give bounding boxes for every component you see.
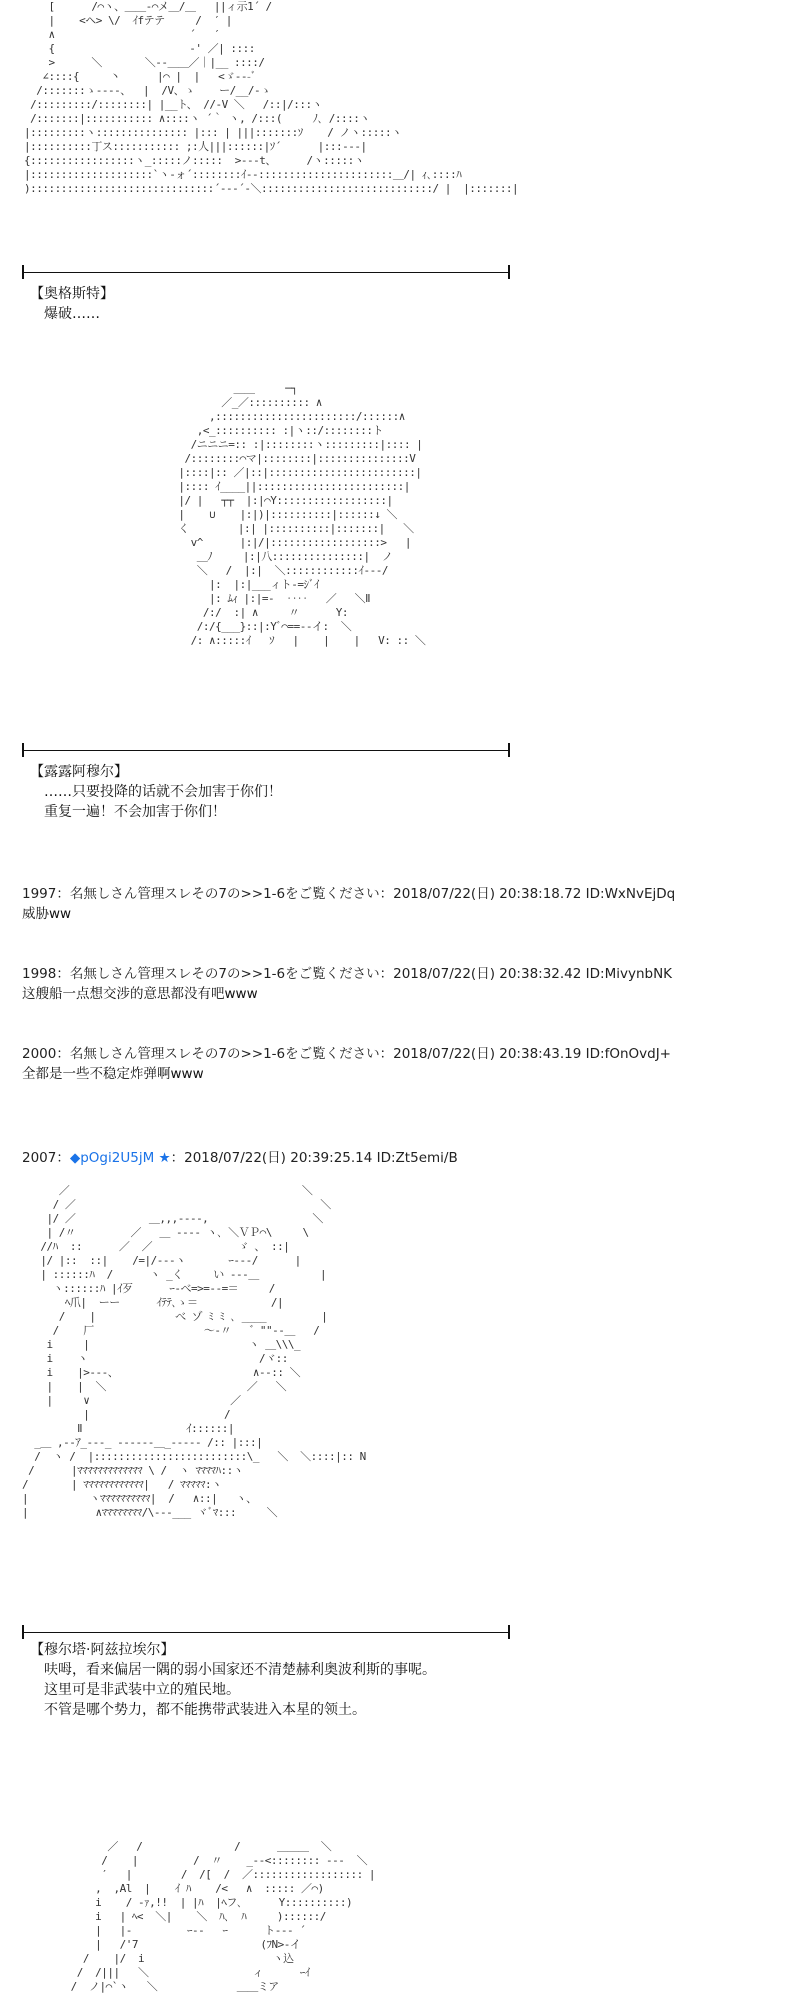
forum-post xyxy=(22,1148,458,1168)
post-header: 1998：名無しさん管理スレその7の>>1-6をご覧ください：2018/07/22(日) 20:38:32.42 ID:MivynbNK xyxy=(22,966,673,982)
dialogue-block xyxy=(30,1640,436,1720)
panel-divider xyxy=(22,272,510,273)
post-number: 2007： xyxy=(22,1150,70,1166)
forum-post xyxy=(22,964,672,1004)
dialogue-line: 爆破…… xyxy=(44,306,100,322)
ascii-art-panel: ＿＿ ─┐ ／_／:::::::::: ∧ ,:::::::::::::::::::::::/::::::∧ ,<_:::::::::: :|ヽ::/::::::::ト /ニニニ=:: :|::::::::ヽ:::::::::|:::: | /::::::::⌒マ|::::::::|:::::::::::::::V |::::|:: ／|::|::::::::::::::::::::::::| |:::: ｲ____||::::::::::::::::::::::::| |/ | ┬┬ |:|⌒Y::::::::::::::::::| | ∪ |:|)|::::::::::|::::::↓ ＼ く |:| |::::::::::|:::::::| ＼ v^ |:|/|::::::::::::::::::> | ＿ﾉ |:|八:::::::::::::::| ノ ＼ / |:| ＼::::::::::::ｲ‐‐-/ |: |:|___ィト‐=ｼﾞｲ |: ﾑｨ |:|=- ‥‥ ／ ＼Ⅱ /:/ :| ∧ 〃 Y: /:/{___}::|:Yﾞ⌒==‐-イ: ＼ /: ∧:::::ｲ ｿ | | | V: :: ＼ xyxy=(178,382,426,647)
ascii-art-panel: ／ ＼ / ／ ＼ |/ ／ ＿,,,-‐‐‐, ＼ | /〃 ／ ＿ ‐‐‐‐ ヽ､ ＼ＶＰ⌒\ \ //ﾊ :: ／ ／ ゞ 、 ::| |/ |:: ::| /=|/‐-‐ヽ ｰ‐--/ | | ::::::ﾊ / ヽ _く い -‐-＿ | ヽ::::::ﾊ |ｲ歹 ｰ-べ=>=‐-=＝ / ﾍ爪| ーー ｲﾃﾃ､ゝ＝ /| / | べ ゾ ﾐ ﾐ ､ ____ | / 厂 ～‐〃 ゛""‐-＿ / i | ヽ ＿\\\_ i ヽ /ヾ:: i |>‐--、 ∧‐-:: ＼ | | ＼ ／ ＼ | ∨ ／ | / Ⅱ ｲ::::::| _＿ ,-‐ｱ_-‐‐_ ‐‐‐‐‐‐＿_-‐‐-‐ /:: |:::| / ヽ / |:::::::::::::::::::::::::\_ ＼ ＼::::|:: N / |ﾏﾏﾏﾏﾏﾏﾏﾏﾏﾏﾏﾏﾏ \ / ヽ ﾏﾏﾏﾏﾊ::ヽ / | ﾏﾏﾏﾏﾏﾏﾏﾏﾏﾏﾏﾏ| / ﾏﾏﾏﾏﾏ:ヽ | ヽﾏﾏﾏﾏﾏﾏﾏﾏﾏﾏ| / ∧::| ヽ、 | ∧ﾏﾏﾏﾏﾏﾏﾏﾏ/\-‐-___ ヾﾞﾏ::: ＼ xyxy=(22,1184,366,1519)
dialogue-block xyxy=(30,284,114,324)
ascii-art-panel: ／ / / ＿＿＿ ＼ / | / 〃 _-‐<:::::::: ‐‐‐ ＼ ′ | / /[ / ／:::::::::::::::::: | , ,Al | ｲ ﾊ /< ∧ ::::: ／⌒) i / ‐ｧ,!! | |ﾊ |ﾍフ､ Y::::::::::) i | ﾍ< ＼| ＼ ﾊ､ ﾊ )::::::/ | |‐ ｰ‐- ｰ ト‐‐‐ ´ | /'7 (ﾌN>‐イ / |/ i ヽ込 / /||| ＼ ィ ｰｲ / ノ|⌒`ヽ ＼ ＿＿ミア xyxy=(70,1840,375,1993)
dialogue-line: 呋呣，看来偏居一隅的弱小国家还不清楚赫利奥波利斯的事呢。 xyxy=(44,1662,436,1678)
ascii-art-panel: [ /⌒ヽ、＿＿-⌒メ＿/＿ ||ィ示1´ / | <ヘ> \/ ｲfテテ / ′ | ∧ ´ ′ { ‐' ／| :::: > ＼ ＼‐-＿＿／｜|__ ::::/ ∠::::{ 丶 |⌒ | | <ゞ‐--ﾞ /:::::::ゝ‐‐--、 | /V、ゝ ー/__/‐ゝ /:::::::::/::::::::| |__ト、 //‐V ＼ /::|/:::ヽ /:::::::|::::::::::: ∧::::ヽ ´｀ ヽ, /:::( ﾉ､ /::::ヽ |:::::::::ヽ::::::::::::::: |::: | |||:::::::ｿ / ノヽ:::::ヽ |::::::::::丁ス::::::::::: ;:人|||::::::|ｿ´ |:::‐‐‐| {:::::::::::::::::ヽ_:::::ノ::::: >‐‐-t、 /ヽ:::::ヽ |::::::::::::::::::::`ヽ-ォ´::::::::ｲ‐-::::::::::::::::::::::＿/| ｨ､::::ﾊ )::::::::::::::::::::::::::::::´‐--´‐＼::::::::::::::::::::::::::::/ | |:::::::| xyxy=(24,0,519,195)
panel-divider xyxy=(22,750,510,751)
dialogue-block xyxy=(30,762,282,822)
speaker-name: 【露露阿穆尔】 xyxy=(30,764,128,780)
forum-post xyxy=(22,884,675,924)
post-header: 2000：名無しさん管理スレその7の>>1-6をご覧ください：2018/07/22(日) 20:38:43.19 ID:fOnOvdJ+ xyxy=(22,1046,671,1062)
post-body: 这艘船一点想交涉的意思都没有吧www xyxy=(22,986,258,1002)
speaker-name: 【穆尔塔·阿兹拉埃尔】 xyxy=(30,1642,175,1658)
dialogue-line: 重复一遍！不会加害于你们！ xyxy=(44,804,226,820)
poster-trip-link[interactable]: ◆pOgi2U5jM ★ xyxy=(69,1150,171,1166)
post-body: 全都是一些不稳定炸弹啊www xyxy=(22,1066,204,1082)
forum-post xyxy=(22,1044,671,1084)
post-header xyxy=(22,1148,458,1168)
post-body: 威胁ww xyxy=(22,906,72,922)
post-meta: ：2018/07/22(日) 20:39:25.14 ID:Zt5emi/B xyxy=(170,1150,458,1166)
panel-divider xyxy=(22,1632,510,1633)
dialogue-line: 不管是哪个势力，都不能携带武装进入本星的领土。 xyxy=(44,1702,366,1718)
speaker-name: 【奥格斯特】 xyxy=(30,286,114,302)
dialogue-line: 这里可是非武装中立的殖民地。 xyxy=(44,1682,240,1698)
dialogue-line: ……只要投降的话就不会加害于你们！ xyxy=(44,784,282,800)
post-header: 1997：名無しさん管理スレその7の>>1-6をご覧ください：2018/07/22(日) 20:38:18.72 ID:WxNvEjDq xyxy=(22,886,676,902)
